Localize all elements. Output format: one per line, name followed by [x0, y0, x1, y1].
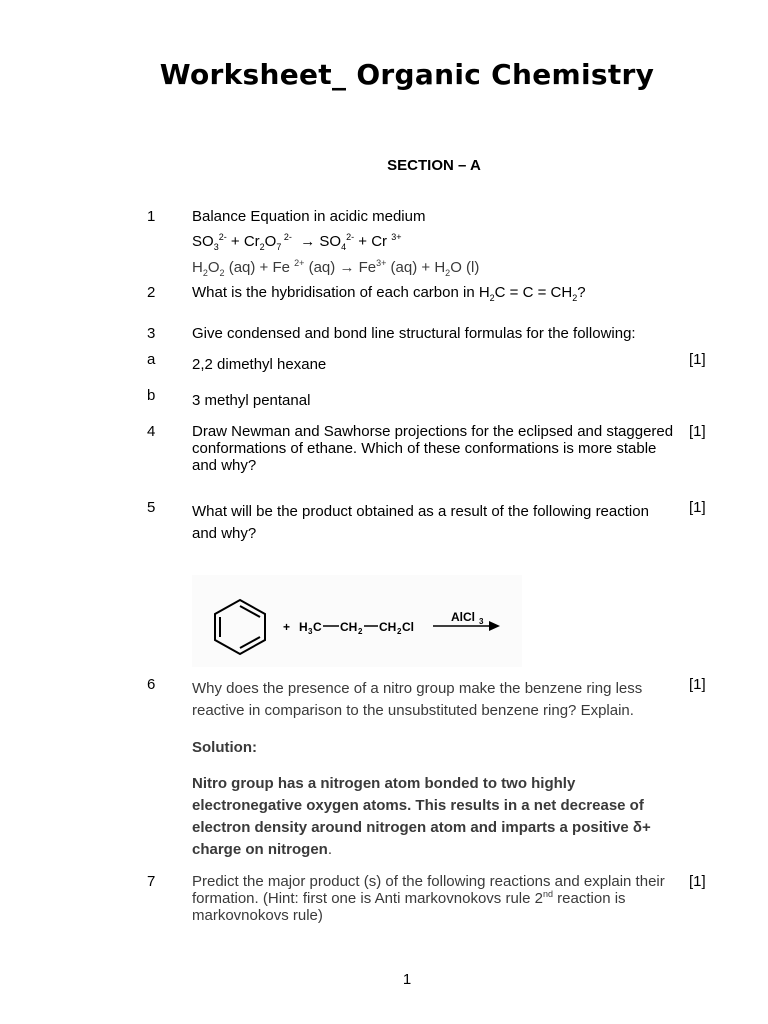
question-1-number: 1	[147, 208, 156, 225]
question-7-number: 7	[147, 873, 156, 890]
question-5-mark: [1]	[689, 499, 706, 516]
question-3-text: Give condensed and bond line structural formulas for the following:	[192, 325, 636, 342]
reagent-ch2-b-sub: 2	[397, 627, 402, 636]
question-7-text	[192, 873, 677, 924]
solution-label: Solution:	[192, 739, 257, 756]
question-4-text: Draw Newman and Sawhorse projections for the eclipsed and staggered conformations of ethane. Which of these conformations is more stable and why?	[192, 423, 674, 474]
question-3a-text: 2,2 dimethyl hexane	[192, 356, 327, 373]
eq1-cr-sub: 2	[259, 242, 265, 252]
catalyst-sub: 3	[479, 617, 484, 626]
question-4-number: 4	[147, 423, 156, 440]
reaction-arrow-icon: →	[300, 233, 316, 250]
solution-text	[192, 773, 677, 861]
reagent-h: H	[299, 620, 308, 634]
eq1-o-sub: 7	[276, 242, 282, 252]
question-5-number: 5	[147, 499, 156, 516]
worksheet-title: Worksheet_ Organic Chemistry	[159, 58, 655, 91]
eq1-so4: SO	[315, 233, 342, 250]
eq2-fe3-sup: 3+	[376, 258, 387, 268]
eq1-so4-sup: 2-	[346, 232, 355, 242]
q2-sub1: 2	[489, 293, 495, 303]
reagent-cl: Cl	[402, 620, 414, 634]
reaction-plus: +	[283, 620, 291, 634]
eq1-cr: Cr	[243, 233, 260, 250]
question-3a-label: a	[147, 351, 156, 368]
reagent-ch2-b: CH	[379, 620, 397, 634]
q2-sub2: 2	[572, 293, 578, 303]
reaction-scheme	[192, 575, 522, 667]
page-number: 1	[402, 971, 412, 988]
q2-pre: What is the hybridisation of each carbon in H	[192, 284, 490, 301]
question-3-number: 3	[147, 325, 156, 342]
eq2-h: H	[192, 259, 203, 276]
eq2-aq1: (aq) + Fe	[224, 259, 295, 276]
q7-pre: Predict the major product (s) of the following reactions and explain their formation. (Hint: first one is Anti markovnokovs rule 2	[192, 873, 665, 907]
benzene-ring-icon	[215, 600, 265, 654]
q2-mid: C = C = CH	[494, 284, 573, 301]
eq1-sub: 3	[213, 242, 219, 252]
question-5-text: What will be the product obtained as a result of the following reaction and why?	[192, 503, 649, 542]
question-1-text: Balance Equation in acidic medium	[192, 208, 426, 225]
eq2-fe3: Fe	[354, 259, 377, 276]
question-2-text	[192, 284, 677, 301]
eq2-aq3: (aq) + H	[386, 259, 446, 276]
eq2-fe-sup: 2+	[294, 258, 305, 268]
eq1-plus: +	[226, 233, 244, 250]
reaction-arrow-icon: →	[339, 259, 355, 276]
question-4-mark: [1]	[689, 423, 706, 440]
eq1-sup: 2-	[218, 232, 227, 242]
question-3b-text: 3 methyl pentanal	[192, 392, 311, 409]
solution-end: .	[327, 841, 333, 858]
section-heading: SECTION – A	[387, 157, 481, 174]
reagent-c: C	[313, 620, 322, 634]
q7-post: reaction is markovnokovs rule)	[192, 890, 626, 924]
eq1-cr2o7-sup: 2-	[281, 232, 292, 242]
eq1-o: O	[264, 233, 277, 250]
q7-sup: nd	[542, 889, 553, 899]
eq2-o: O	[207, 259, 220, 276]
eq1-plus-cr: + Cr	[354, 233, 392, 250]
question-7-mark: [1]	[689, 873, 706, 890]
eq2-end: O (l)	[450, 259, 480, 276]
eq2-o-sub: 2	[219, 268, 225, 278]
q2-post: ?	[577, 284, 586, 301]
reagent-h-sub: 3	[308, 627, 313, 636]
question-6-number: 6	[147, 676, 156, 693]
eq1-so: SO	[192, 233, 214, 250]
eq2-h-sub: 2	[202, 268, 208, 278]
eq1-so4-sub: 4	[341, 242, 347, 252]
reagent-ch2-a-sub: 2	[358, 627, 363, 636]
question-2-number: 2	[147, 284, 156, 301]
eq1-cr-sup: 3+	[391, 232, 402, 242]
question-3b-label: b	[147, 387, 156, 404]
equation-1	[192, 233, 677, 250]
eq2-h2-sub: 2	[445, 268, 451, 278]
catalyst-label: AlCl	[451, 610, 475, 624]
reaction-scheme-svg	[192, 575, 522, 667]
reagent-ch2-a: CH	[340, 620, 358, 634]
solution-bold: Nitro group has a nitrogen atom bonded to two highly electronegative oxygen atoms. This results in a net decrease of electron density around nitrogen atom and imparts a positive δ+ charge on nitrogen	[192, 775, 651, 858]
question-3a-mark: [1]	[689, 351, 706, 368]
question-6-text: Why does the presence of a nitro group make the benzene ring less reactive in comparison to the unsubstituted benzene ring? Explain.	[192, 680, 643, 719]
equation-2	[192, 259, 677, 276]
question-6-mark: [1]	[689, 676, 706, 693]
eq2-aq2: (aq)	[304, 259, 340, 276]
